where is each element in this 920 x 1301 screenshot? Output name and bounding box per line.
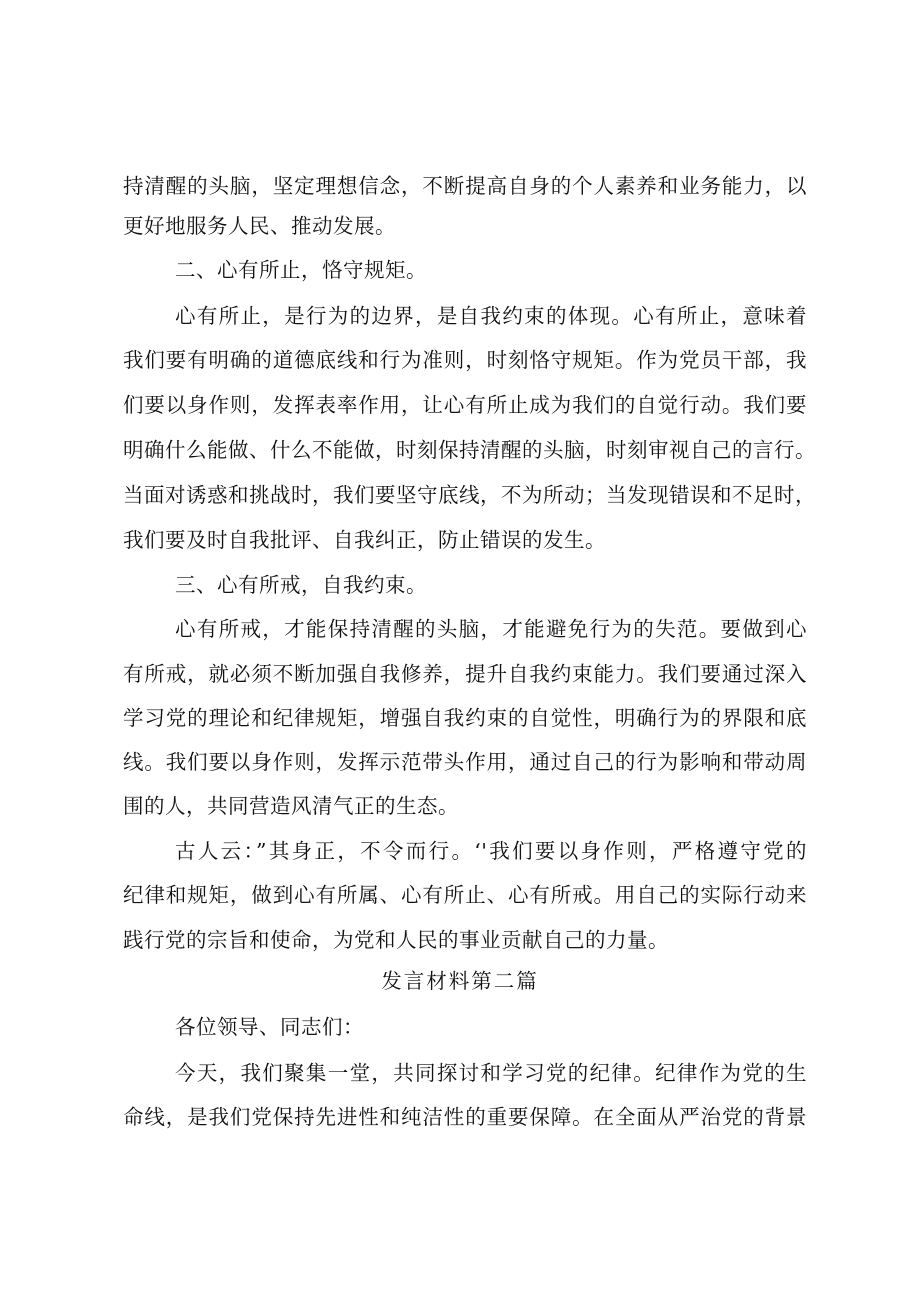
greeting: 各位领导、同志们： [175, 1015, 364, 1039]
paragraph-line: 有所戒，就必须不断加强自我修养，提升自我约束能力。我们要通过深入 [123, 662, 807, 686]
paragraph-line: 围的人，共同营造风清气正的生态。 [123, 794, 459, 818]
paragraph-line: 心有所戒，才能保持清醒的头脑，才能避免行为的失范。要做到心 [175, 617, 807, 641]
paragraph-line: 心有所止，是行为的边界，是自我约束的体现。心有所止，意味着 [175, 304, 807, 328]
paragraph-line: 持清醒的头脑，坚定理想信念，不断提高自身的个人素养和业务能力，以 [123, 174, 807, 198]
paragraph-line: 践行党的宗旨和使命，为党和人民的事业贡献自己的力量。 [123, 928, 669, 952]
section-heading-3: 三、心有所戒，自我约束。 [175, 573, 427, 597]
paragraph-line: 古人云：”其身正，不令而行。‘'我们要以身作则，严格遵守党的 [175, 839, 807, 863]
section-title: 发言材料第二篇 [381, 969, 539, 993]
paragraph-line: 我们要有明确的道德底线和行为准则，时刻恪守规矩。作为党员干部，我 [123, 348, 807, 372]
paragraph-line: 今天，我们聚集一堂，共同探讨和学习党的纪律。纪律作为党的生 [175, 1061, 807, 1085]
paragraph-line: 们要以身作则，发挥表率作用，让心有所止成为我们的自觉行动。我们要 [123, 393, 807, 417]
section-heading-2: 二、心有所止，恪守规矩。 [175, 258, 427, 282]
paragraph-line: 更好地服务人民、推动发展。 [123, 214, 396, 238]
paragraph-line: 明确什么能做、什么不能做，时刻保持清醒的头脑，时刻审视自己的言行。 [123, 438, 816, 462]
paragraph-line: 当面对诱惑和挑战时，我们要坚守底线，不为所动；当发现错误和不足时， [123, 483, 816, 507]
paragraph-line: 我们要及时自我批评、自我纠正，防止错误的发生。 [123, 528, 606, 552]
paragraph-line: 线。我们要以身作则，发挥示范带头作用，通过自己的行为影响和带动周 [123, 750, 807, 774]
paragraph-line: 命线，是我们党保持先进性和纯洁性的重要保障。在全面从严治党的背景 [123, 1105, 807, 1129]
paragraph-line: 纪律和规矩，做到心有所属、心有所止、心有所戒。用自己的实际行动来 [123, 883, 807, 907]
paragraph-line: 学习党的理论和纪律规矩，增强自我约束的自觉性，明确行为的界限和底 [123, 706, 807, 730]
